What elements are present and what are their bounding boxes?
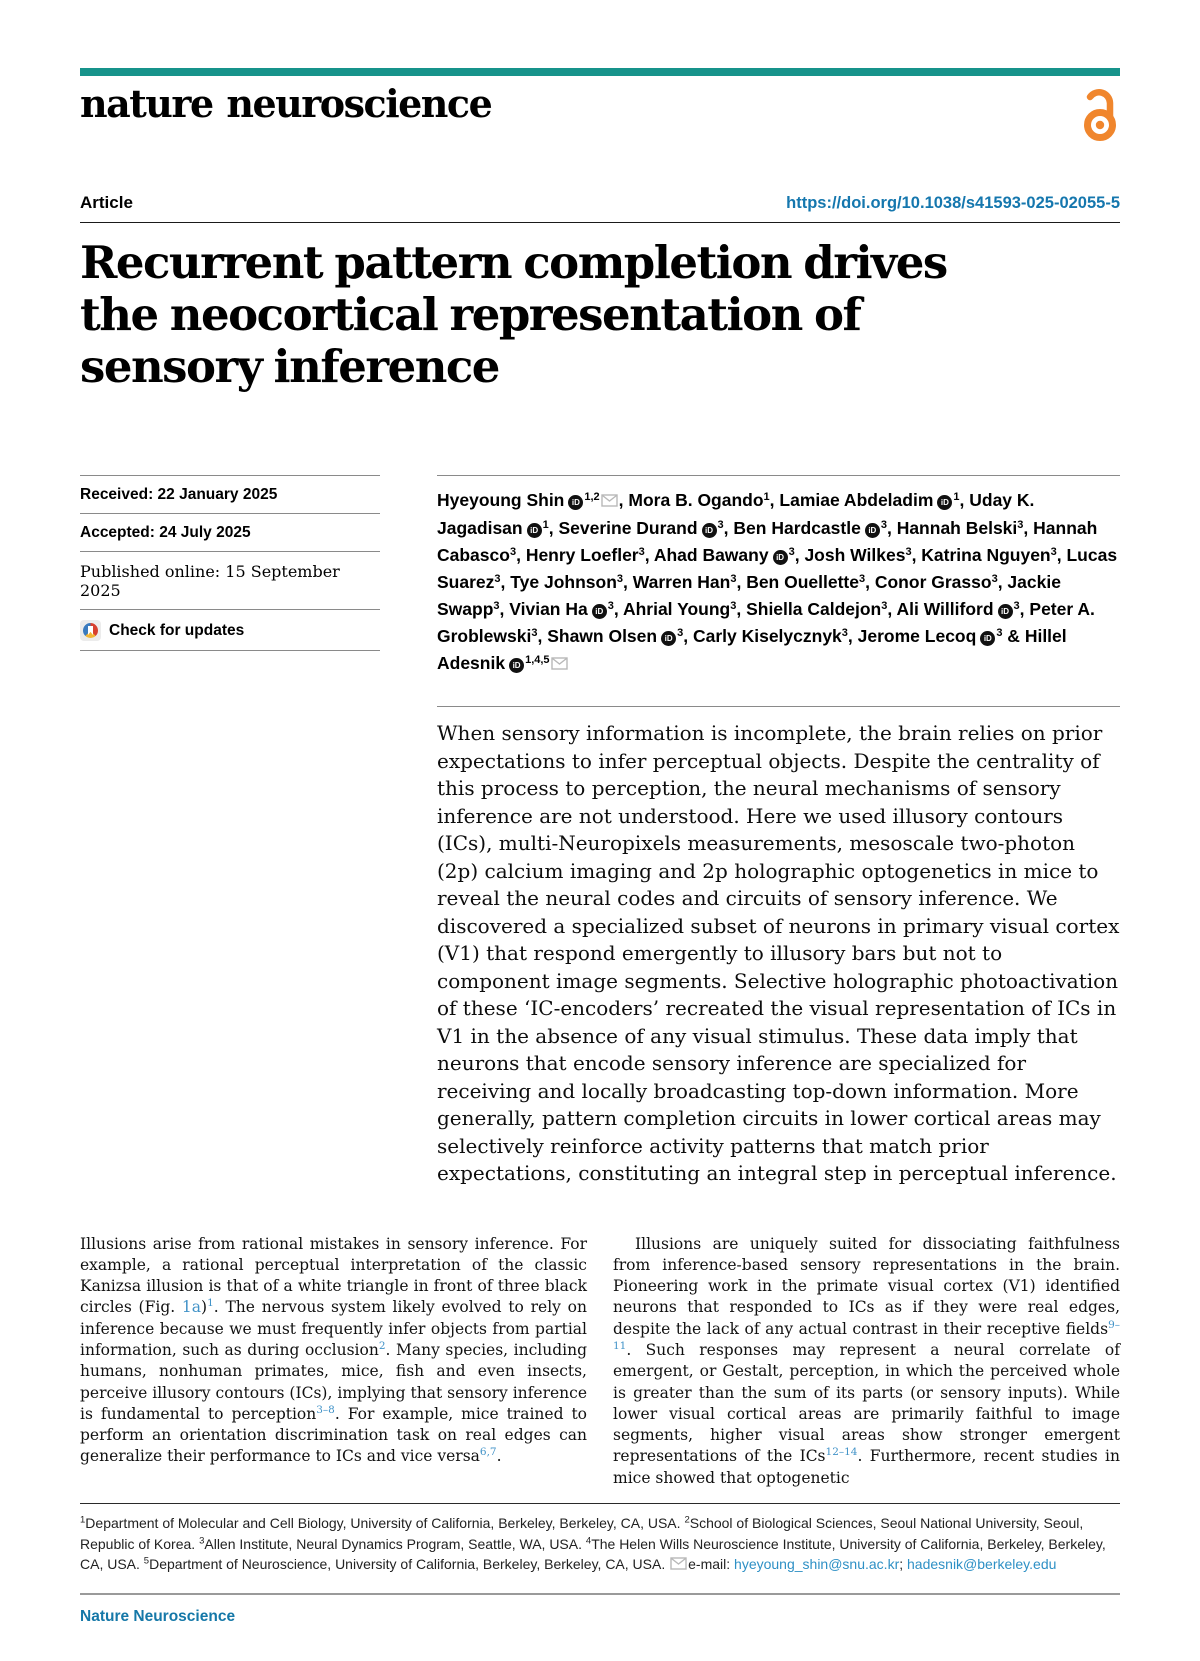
author: Hannah Cabasco$^3$ xyxy=(437,518,1098,565)
reference-link[interactable]: hyeyoung_shin@snu.ac.kr xyxy=(734,1556,900,1573)
reference-link[interactable]: 9–11 xyxy=(613,1318,1120,1352)
page xyxy=(0,68,1200,1661)
author: Tye Johnson$^3$ xyxy=(510,572,624,592)
author: Jerome Lecoq iD $^3$ xyxy=(857,626,1003,646)
published-date: Published online: 15 September 2025 xyxy=(80,551,380,609)
orcid-icon[interactable]: iD xyxy=(773,550,788,565)
page-footer xyxy=(80,1593,1120,1626)
email-icon xyxy=(601,488,618,515)
accepted-date: Accepted: 24 July 2025 xyxy=(80,513,380,551)
author: Katrina Nguyen$^3$ xyxy=(921,545,1057,565)
intro-left-paragraph: Illusions arise from rational mistakes in sensory inference. For example, a rational perceptual interpretation of the classic Kanizsa illusion is that of a white triangle in front of three black circles (Fig. 1a)$^1$. The nervous system likely evolved to rely on inference because we must frequently infer objects from partial information, such as during occlusion$^2$. Many species, including humans, nonhuman primates, mice, fish and even insects, perceive illusory contours (ICs), implying that sensory inference is fundamental to perception$^{3-8}$. For example, mice trained to perform an orientation discrimination task on real edges can generalize their performance to ICs and vice versa$^{6,7}$. xyxy=(80,1234,588,1466)
intro-right-column xyxy=(613,1234,1120,1490)
introduction-columns xyxy=(80,1234,1120,1490)
info-grid xyxy=(80,475,1120,678)
orcid-icon[interactable]: iD xyxy=(527,523,542,538)
abstract-text: When sensory information is incomplete, the brain relies on prior expectations to infer perceptual objects. Despite the centrality of this process to perception, the neural mechanisms of sensory inference are not understood. Here we used illusory contours (ICs), multi-Neuropixels measurements, mesoscale two-photon (2p) calcium imaging and 2p holographic optogenetics in mice to reveal the neural codes and circuits of sensory inference. We discovered a specialized subset of neurons in primary visual cortex (V1) that respond emergently to illusory bars but not to component image segments. Selective holographic photoactivation of these ‘IC-encoders’ recreated the visual representation of ICs in V1 in the absence of any visual stimulus. These data imply that neurons that encode sensory inference are specialized for receiving and locally broadcasting top-down information. More generally, pattern completion circuits in lower cortical areas may selectively reinforce activity patterns that match prior expectations, constituting an integral step in perceptual inference. xyxy=(437,721,1120,1185)
author: Conor Grasso$^3$ xyxy=(874,572,998,592)
reference-link[interactable]: hadesnik@berkeley.edu xyxy=(907,1556,1057,1573)
author: Mora B. Ogando$^1$ xyxy=(628,490,770,510)
article-type-label: Article xyxy=(80,193,133,212)
reference-link[interactable]: 1a xyxy=(181,1298,202,1317)
footer-journal-name[interactable]: Nature Neuroscience xyxy=(80,1607,236,1625)
journal-logo: nature neuroscience xyxy=(80,81,492,126)
author: Ben Ouellette$^3$ xyxy=(746,572,866,592)
orcid-icon[interactable]: iD xyxy=(980,631,995,646)
author: Hillel Adesnik iD $^{1,4,5}$ xyxy=(437,626,1067,673)
doi-link[interactable]: https://doi.org/10.1038/s41593-025-02055-5 xyxy=(786,194,1120,212)
author: Henry Loefler$^3$ xyxy=(525,545,645,565)
author: Uday K. Jagadisan iD $^1$ xyxy=(437,490,1035,538)
page-title xyxy=(80,237,1120,393)
reference-link[interactable]: 3–8 xyxy=(316,1403,335,1416)
author: Vivian Ha iD $^3$ xyxy=(509,599,614,619)
crossmark-icon xyxy=(80,620,101,641)
orcid-icon[interactable]: iD xyxy=(865,523,880,538)
orcid-icon[interactable]: iD xyxy=(592,604,607,619)
author: Hannah Belski$^3$ xyxy=(896,518,1024,538)
reference-link[interactable]: 2 xyxy=(378,1339,386,1352)
author: Ben Hardcastle iD $^3$ xyxy=(733,518,887,538)
author: Shawn Olsen iD $^3$ xyxy=(547,626,684,646)
masthead xyxy=(80,82,1120,147)
dates-panel xyxy=(80,475,380,678)
author: Carly Kiselycznyk$^3$ xyxy=(692,626,848,646)
reference-link[interactable]: 6,7 xyxy=(479,1446,497,1459)
author: Ahrial Young$^3$ xyxy=(622,599,737,619)
check-for-updates-label: Check for updates xyxy=(109,621,245,639)
orcid-icon[interactable]: iD xyxy=(568,495,583,510)
affiliations-footnotes: $^1$Department of Molecular and Cell Biology, University of California, Berkeley, Berkeley, CA, USA. $^2$School of Biological Sciences, Seoul National University, Seoul, Republic of Korea. $^3$Allen Institute, Neural Dynamics Program, Seattle, WA, USA. $^4$The Helen Wills Neuroscience Institute, University of California, Berkeley, Berkeley, CA, USA. $^5$Department of Neuroscience, University of California, Berkeley, Berkeley, CA, USA. e-mail: hyeyoung_shin@snu.ac.kr; hadesnik@berkeley.edu xyxy=(80,1503,1120,1576)
email-icon xyxy=(551,651,568,678)
author: Warren Han$^3$ xyxy=(632,572,737,592)
abstract-block xyxy=(437,706,1120,1188)
article-header-row xyxy=(80,193,1120,223)
check-for-updates-button[interactable] xyxy=(80,609,380,651)
reference-link[interactable]: 12–14 xyxy=(825,1446,858,1459)
author: Shiella Caldejon$^3$ xyxy=(746,599,888,619)
intro-right-paragraph: Illusions are uniquely suited for dissociating faithfulness from inference-based sensory representations in the brain. Pioneering work in the primate visual cortex (V1) identified neurons that responded to ICs as if they were real edges, despite the lack of any actual contrast in their receptive fields$^{9-11}$. Such responses may represent a neural correlate of emergent, or Gestalt, perception, in which the perceived whole is greater than the sum of its parts (or sensory inputs). While lower visual cortical areas are primarily faithful to image segments, higher visual areas show stronger emergent representations of the ICs$^{12-14}$. Furthermore, recent studies in mice showed that optogenetic xyxy=(613,1234,1120,1487)
orcid-icon[interactable]: iD xyxy=(937,495,952,510)
author: Ali Williford iD $^3$ xyxy=(896,599,1020,619)
orcid-icon[interactable]: iD xyxy=(661,631,676,646)
author: Jackie Swapp$^3$ xyxy=(437,572,1061,619)
orcid-icon[interactable]: iD xyxy=(998,604,1013,619)
author: Josh Wilkes$^3$ xyxy=(804,545,912,565)
title-line-1: Recurrent pattern completion drives xyxy=(80,236,947,289)
author: Lucas Suarez$^3$ xyxy=(437,545,1118,592)
author: Severine Durand iD $^3$ xyxy=(558,518,724,538)
journal-color-bar xyxy=(80,68,1120,76)
orcid-icon[interactable]: iD xyxy=(509,658,524,673)
email-icon xyxy=(670,1555,687,1576)
author: Ahad Bawany iD $^3$ xyxy=(653,545,795,565)
title-line-2: the neocortical representation of xyxy=(80,288,861,341)
authors-panel xyxy=(437,475,1120,678)
orcid-icon[interactable]: iD xyxy=(702,523,717,538)
author-list: Hyeyoung Shin iD $^{1,2}$ , Mora B. Ogando$^1$, Lamiae Abdeladim iD $^1$, Uday K. Jagadisan iD $^1$, Severine Durand iD $^3$, Ben Hardcastle iD $^3$, Hannah Belski$^3$, Hannah Cabasco$^3$, Henry Loefler$^3$, Ahad Bawany iD $^3$, Josh Wilkes$^3$, Katrina Nguyen$^3$, Lucas Suarez$^3$, Tye Johnson$^3$, Warren Han$^3$, Ben Ouellette$^3$, Conor Grasso$^3$, Jackie Swapp$^3$, Vivian Ha iD $^3$, Ahrial Young$^3$, Shiella Caldejon$^3$, Ali Williford iD $^3$, Peter A. Groblewski$^3$, Shawn Olsen iD $^3$, Carly Kiselycznyk$^3$, Jerome Lecoq iD $^3$ & Hillel Adesnik iD $^{1,4,5}$ xyxy=(437,487,1120,678)
title-line-3: sensory inference xyxy=(80,340,499,393)
author: Peter A. Groblewski$^3$ xyxy=(437,599,1095,646)
author: Lamiae Abdeladim iD $^1$ xyxy=(779,490,960,510)
reference-link[interactable]: 1 xyxy=(207,1297,214,1310)
author: Hyeyoung Shin iD $^{1,2}$ xyxy=(437,490,619,510)
open-access-icon xyxy=(1080,88,1120,147)
received-date: Received: 22 January 2025 xyxy=(80,475,380,513)
intro-left-column xyxy=(80,1234,587,1490)
